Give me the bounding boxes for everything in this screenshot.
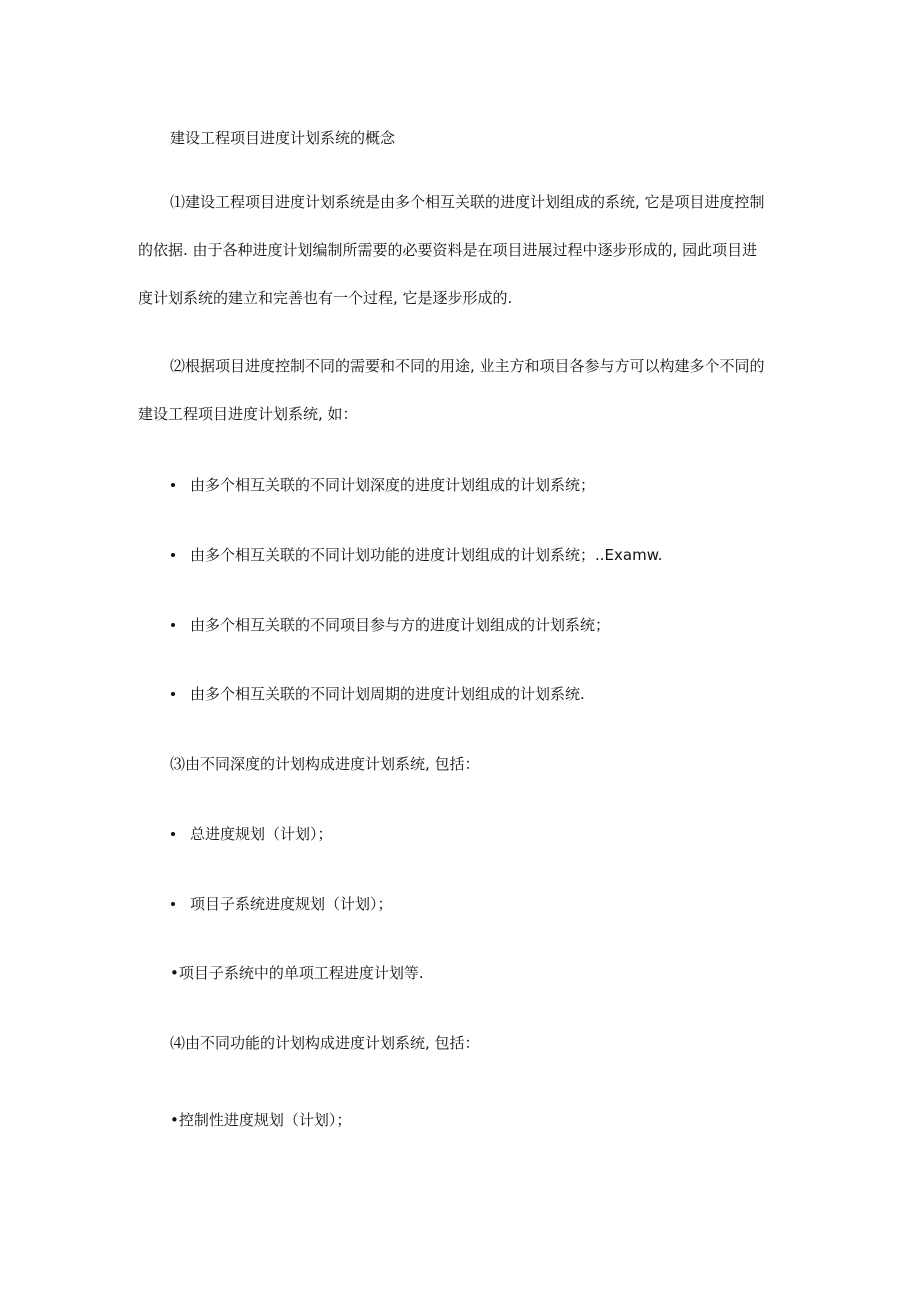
bullet-icon bbox=[171, 623, 175, 627]
section1-line1: ⑴建设工程项目进度计划系统是由多个相互关联的进度计划组成的系统, 它是项目进度控制 bbox=[170, 193, 765, 211]
bullet-icon bbox=[171, 692, 175, 696]
section4-heading: ⑷由不同功能的计划构成进度计划系统, 包括： bbox=[170, 1034, 480, 1052]
list-item: 由多个相互关联的不同计划功能的进度计划组成的计划系统；..Examw. bbox=[190, 546, 663, 564]
bullet-icon bbox=[171, 553, 175, 557]
list-item: 由多个相互关联的不同计划深度的进度计划组成的计划系统； bbox=[190, 476, 596, 494]
section1-line3: 度计划系统的建立和完善也有一个过程, 它是逐步形成的. bbox=[138, 289, 513, 307]
list-item: 由多个相互关联的不同项目参与方的进度计划组成的计划系统； bbox=[190, 616, 611, 634]
list-item: •控制性进度规划（计划）； bbox=[170, 1111, 352, 1129]
section2-line1: ⑵根据项目进度控制不同的需要和不同的用途, 业主方和项目各参与方可以构建多个不同的 bbox=[170, 357, 765, 375]
bullet-icon bbox=[171, 902, 175, 906]
bullet-icon bbox=[171, 483, 175, 487]
list-item: 总进度规划（计划）； bbox=[190, 825, 333, 843]
section3-heading: ⑶由不同深度的计划构成进度计划系统, 包括： bbox=[170, 755, 480, 773]
bullet-icon bbox=[171, 832, 175, 836]
section2-line2: 建设工程项目进度计划系统, 如： bbox=[138, 405, 358, 423]
list-item: 项目子系统进度规划（计划）； bbox=[190, 895, 393, 913]
list-item: •项目子系统中的单项工程进度计划等. bbox=[170, 964, 424, 982]
list-item: 由多个相互关联的不同计划周期的进度计划组成的计划系统. bbox=[190, 685, 585, 703]
page-title: 建设工程项目进度计划系统的概念 bbox=[170, 129, 396, 147]
section1-line2: 的依据. 由于各种进度计划编制所需要的必要资料是在项目进展过程中逐步形成的, 园此项目进 bbox=[138, 241, 758, 259]
